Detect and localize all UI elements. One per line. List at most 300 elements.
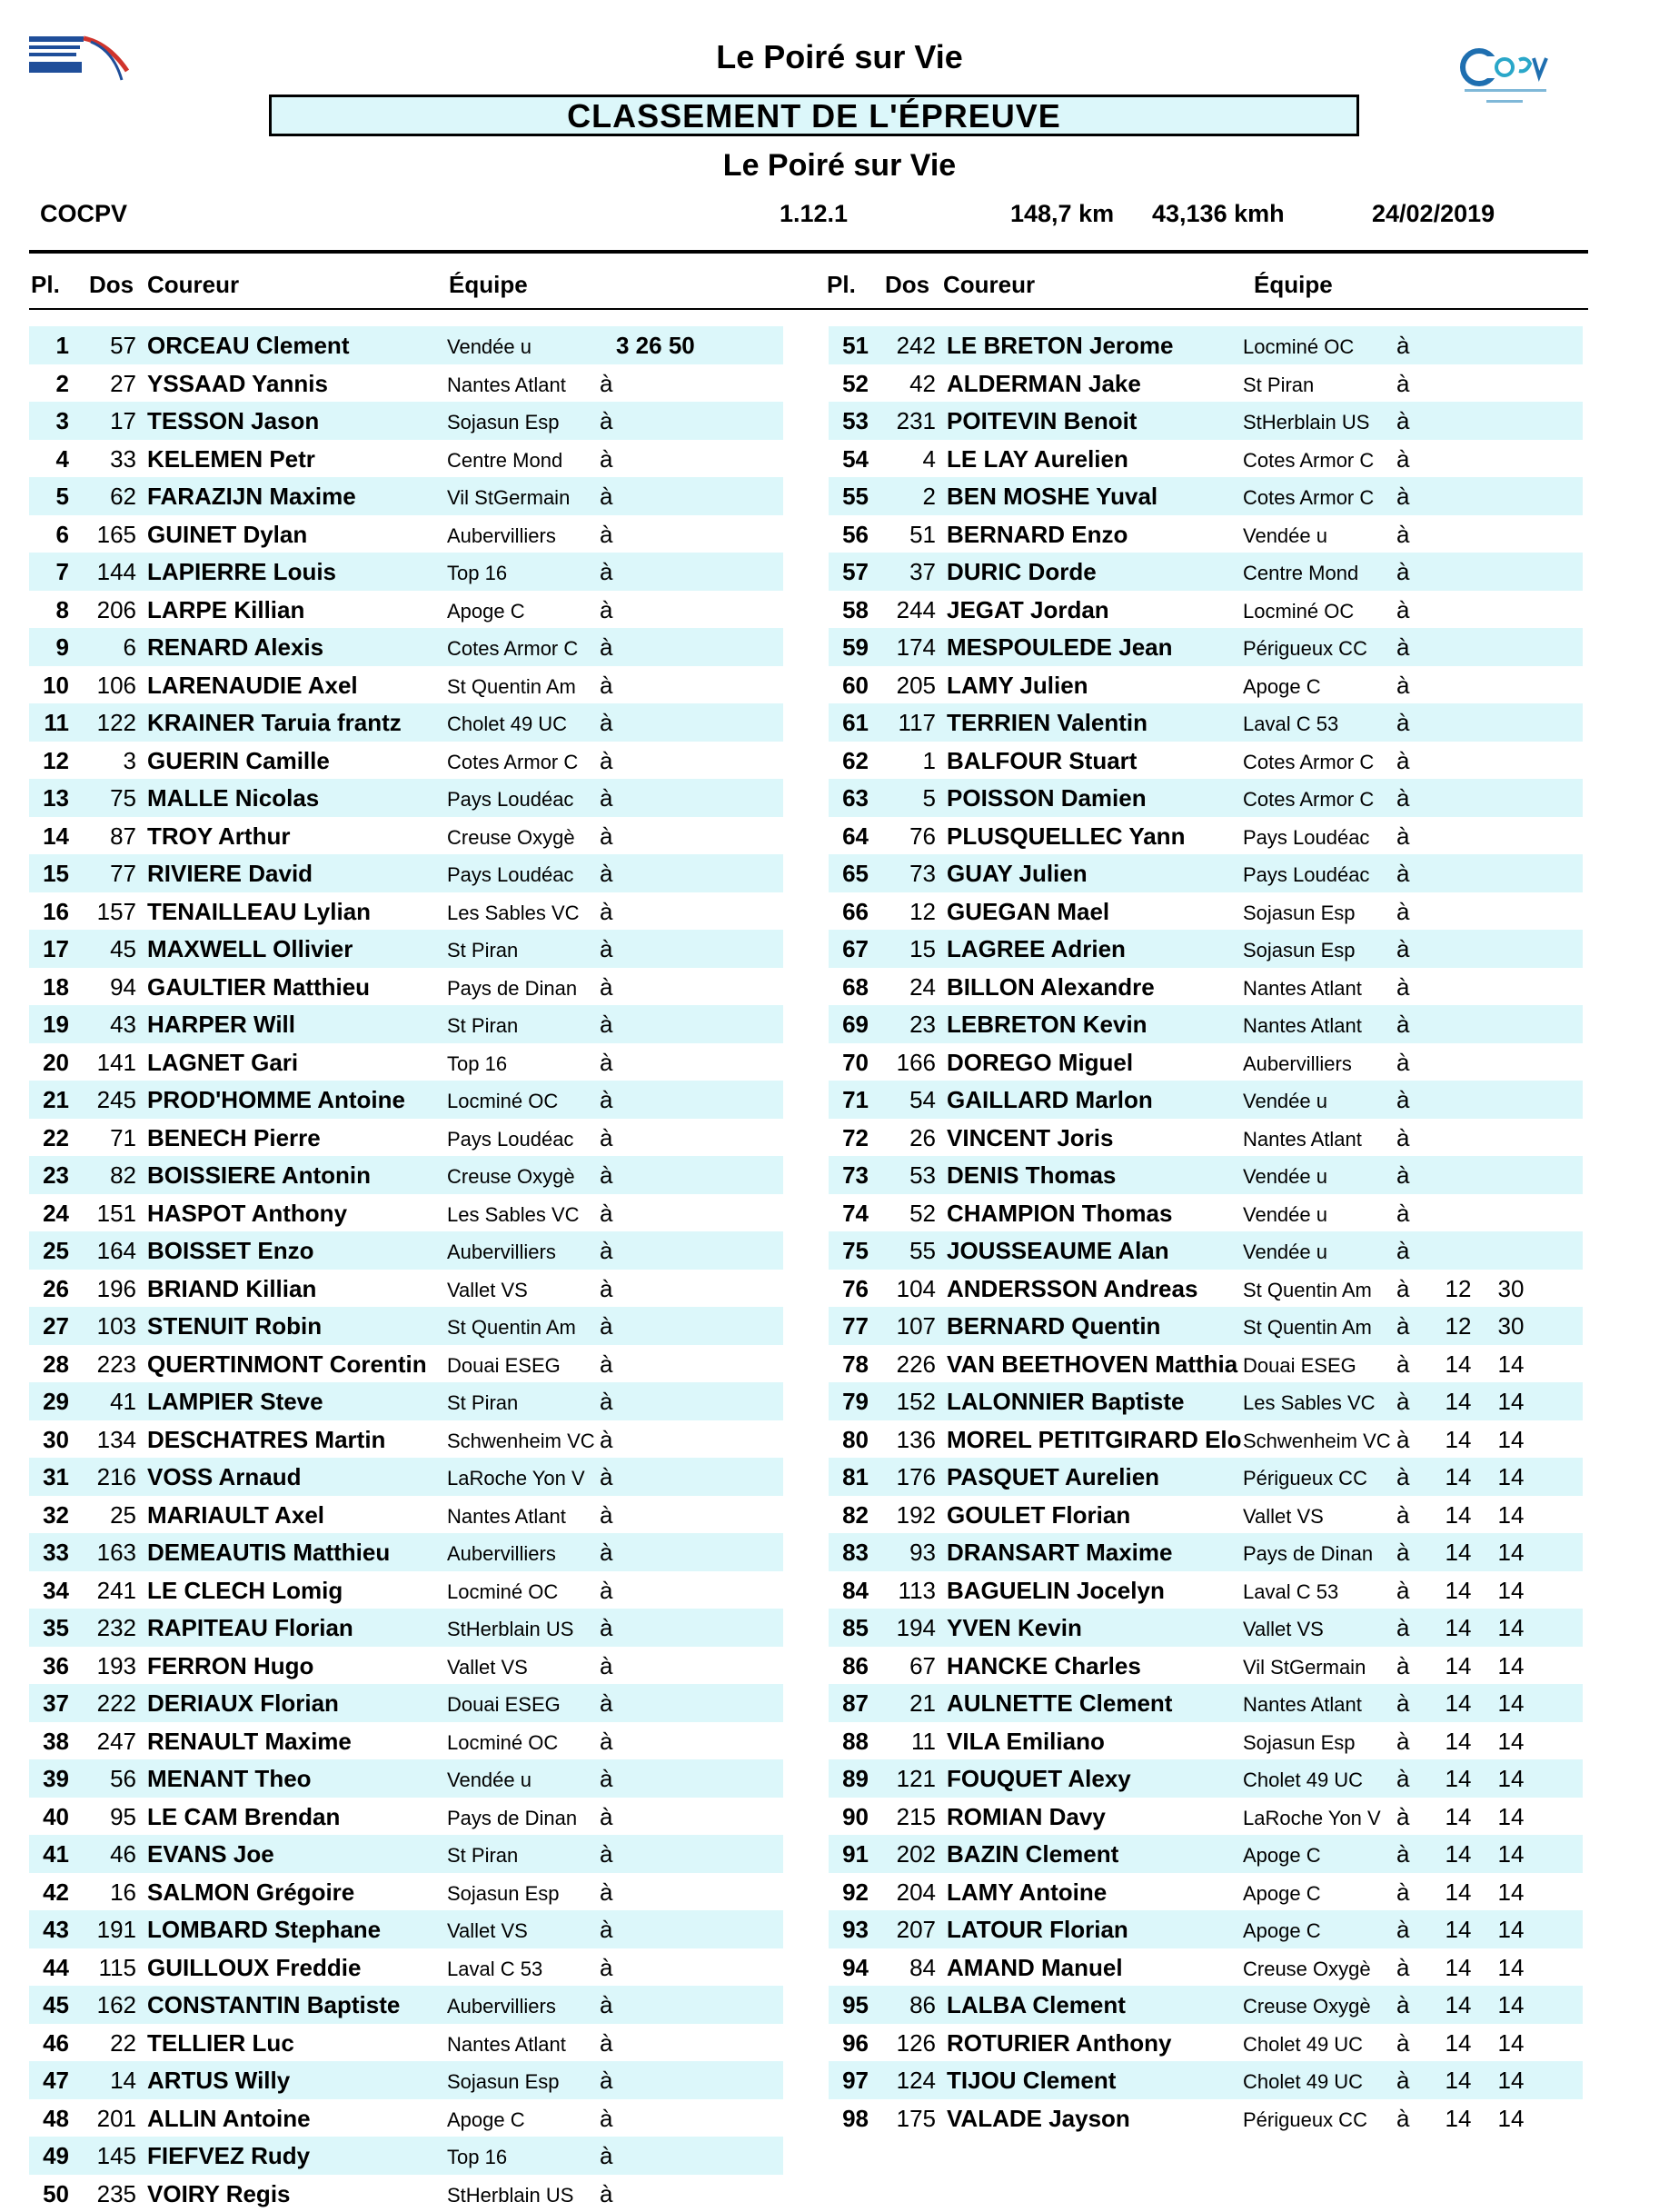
cell-gap-marker: à xyxy=(600,558,612,586)
cell-bib: 157 xyxy=(80,898,136,926)
cell-team: St Piran xyxy=(447,1391,518,1415)
table-row xyxy=(29,591,783,629)
cell-rider: LE CAM Brendan xyxy=(147,1803,340,1831)
cell-points-2: 14 xyxy=(1488,1878,1534,1907)
cell-bib: 141 xyxy=(80,1049,136,1077)
table-row xyxy=(29,1345,783,1383)
cell-gap-marker: à xyxy=(600,973,612,1001)
cell-bib: 62 xyxy=(80,483,136,511)
cell-rider: GOULET Florian xyxy=(947,1501,1130,1529)
cell-team: Locminé OC xyxy=(447,1731,558,1755)
table-row xyxy=(29,2061,783,2099)
cell-team: Apoge C xyxy=(1243,1882,1321,1906)
cell-rider: DRANSART Maxime xyxy=(947,1539,1173,1567)
cell-rider: FERRON Hugo xyxy=(147,1652,313,1680)
cell-place: 79 xyxy=(829,1388,869,1416)
cell-bib: 152 xyxy=(879,1388,936,1416)
cell-bib: 194 xyxy=(879,1614,936,1642)
cell-bib: 216 xyxy=(80,1463,136,1491)
cell-bib: 191 xyxy=(80,1916,136,1944)
cell-bib: 14 xyxy=(80,2067,136,2095)
cell-team: Sojasun Esp xyxy=(1243,902,1356,925)
cell-rider: HANCKE Charles xyxy=(947,1652,1141,1680)
table-row xyxy=(29,326,783,364)
cell-bib: 207 xyxy=(879,1916,936,1944)
table-row xyxy=(829,1156,1583,1194)
cell-rider: BEN MOSHE Yuval xyxy=(947,483,1157,511)
cell-team: Aubervilliers xyxy=(447,1995,556,2018)
cell-gap-marker: à xyxy=(1396,332,1409,360)
table-row xyxy=(29,968,783,1006)
race-distance: 148,7 km xyxy=(1010,200,1114,228)
cell-place: 78 xyxy=(829,1350,869,1379)
cell-bib: 41 xyxy=(80,1388,136,1416)
cell-team: St Quentin Am xyxy=(1243,1279,1372,1302)
cell-gap-marker: à xyxy=(600,1991,612,2019)
col-header-equipe-right: Équipe xyxy=(1254,271,1333,299)
cell-place: 16 xyxy=(29,898,69,926)
cell-gap-marker: à xyxy=(1396,1728,1409,1756)
table-row xyxy=(829,2061,1583,2099)
cell-place: 74 xyxy=(829,1200,869,1228)
cell-bib: 3 xyxy=(80,747,136,775)
cell-rider: TELLIER Luc xyxy=(147,2029,294,2058)
cell-team: Douai ESEG xyxy=(1243,1354,1356,1378)
cell-team: Pays de Dinan xyxy=(447,977,577,1001)
cell-gap-marker: à xyxy=(600,1803,612,1831)
cell-place: 17 xyxy=(29,935,69,963)
cell-rider: LATOUR Florian xyxy=(947,1916,1128,1944)
cell-gap-marker: à xyxy=(1396,1312,1409,1340)
cell-points-2: 14 xyxy=(1488,2067,1534,2095)
cell-place: 33 xyxy=(29,1539,69,1567)
cell-rider: STENUIT Robin xyxy=(147,1312,322,1340)
cell-bib: 134 xyxy=(80,1426,136,1454)
cell-team: Vallet VS xyxy=(1243,1618,1324,1641)
cell-bib: 73 xyxy=(879,860,936,888)
cell-points-2: 14 xyxy=(1488,1463,1534,1491)
cell-gap-marker: à xyxy=(600,596,612,624)
cell-gap-marker: à xyxy=(1396,2067,1409,2095)
cell-place: 90 xyxy=(829,1803,869,1831)
cell-rider: AULNETTE Clement xyxy=(947,1689,1172,1718)
cell-gap-marker: à xyxy=(600,370,612,398)
cell-gap-marker: à xyxy=(1396,822,1409,851)
cell-points-1: 14 xyxy=(1436,1577,1481,1605)
cell-gap-marker: à xyxy=(600,822,612,851)
cell-rider: PASQUET Aurelien xyxy=(947,1463,1159,1491)
cell-place: 1 xyxy=(29,332,69,360)
cell-rider: DURIC Dorde xyxy=(947,558,1097,586)
cell-bib: 106 xyxy=(80,672,136,700)
cell-points-2: 14 xyxy=(1488,1539,1534,1567)
cell-place: 88 xyxy=(829,1728,869,1756)
cell-place: 50 xyxy=(29,2180,69,2208)
cell-rider: BILLON Alexandre xyxy=(947,973,1155,1001)
cell-bib: 95 xyxy=(80,1803,136,1831)
cell-gap-marker: à xyxy=(1396,1652,1409,1680)
table-row xyxy=(29,703,783,742)
cell-rider: GUILLOUX Freddie xyxy=(147,1954,361,1982)
cell-team: Nantes Atlant xyxy=(1243,1014,1362,1038)
cell-gap-marker: à xyxy=(1396,1124,1409,1152)
col-header-coureur-right: Coureur xyxy=(943,271,1035,299)
cell-bib: 45 xyxy=(80,935,136,963)
cell-bib: 166 xyxy=(879,1049,936,1077)
table-row xyxy=(829,1910,1583,1948)
average-speed: 43,136 kmh xyxy=(1152,200,1285,228)
race-code: 1.12.1 xyxy=(780,200,848,228)
table-row xyxy=(829,1307,1583,1345)
cell-rider: KRAINER Taruia frantz xyxy=(147,709,402,737)
cell-team: Cholet 49 UC xyxy=(447,712,567,736)
cell-rider: LALBA Clement xyxy=(947,1991,1126,2019)
cell-points-2: 14 xyxy=(1488,1954,1534,1982)
cell-team: Centre Mond xyxy=(447,449,562,473)
cell-rider: LE BRETON Jerome xyxy=(947,332,1173,360)
table-row xyxy=(829,515,1583,553)
cell-place: 51 xyxy=(829,332,869,360)
cell-bib: 117 xyxy=(879,709,936,737)
cell-place: 30 xyxy=(29,1426,69,1454)
cell-bib: 27 xyxy=(80,370,136,398)
cell-team: Pays Loudéac xyxy=(447,863,573,887)
cell-gap-marker: à xyxy=(600,445,612,473)
cell-rider: LEBRETON Kevin xyxy=(947,1011,1147,1039)
cell-bib: 33 xyxy=(80,445,136,473)
cell-place: 77 xyxy=(829,1312,869,1340)
cell-place: 42 xyxy=(29,1878,69,1907)
cell-points-1: 14 xyxy=(1436,1652,1481,1680)
cell-place: 48 xyxy=(29,2105,69,2133)
cell-place: 26 xyxy=(29,1275,69,1303)
cell-points-2: 14 xyxy=(1488,1991,1534,2019)
cell-gap-marker: à xyxy=(1396,1991,1409,2019)
table-row xyxy=(829,628,1583,666)
cell-team: Aubervilliers xyxy=(447,524,556,548)
cell-gap-marker: à xyxy=(600,860,612,888)
cell-gap-marker: à xyxy=(1396,1840,1409,1868)
cell-place: 44 xyxy=(29,1954,69,1982)
cell-place: 65 xyxy=(829,860,869,888)
cell-place: 49 xyxy=(29,2142,69,2170)
cell-team: Top 16 xyxy=(447,1052,507,1076)
table-row xyxy=(829,477,1583,515)
table-row xyxy=(29,1798,783,1836)
organizer-club: COCPV xyxy=(40,200,127,228)
cell-place: 6 xyxy=(29,521,69,549)
cell-rider: DERIAUX Florian xyxy=(147,1689,339,1718)
cell-bib: 93 xyxy=(879,1539,936,1567)
cell-gap-marker: à xyxy=(1396,935,1409,963)
cell-gap-marker: à xyxy=(600,1728,612,1756)
table-row xyxy=(29,2024,783,2062)
cell-rider: KELEMEN Petr xyxy=(147,445,315,473)
cell-rider: ANDERSSON Andreas xyxy=(947,1275,1197,1303)
cell-bib: 193 xyxy=(80,1652,136,1680)
cell-place: 39 xyxy=(29,1765,69,1793)
cell-bib: 245 xyxy=(80,1086,136,1114)
cell-place: 43 xyxy=(29,1916,69,1944)
cell-gap-marker: à xyxy=(1396,1200,1409,1228)
cell-team: Schwenheim VC xyxy=(1243,1430,1391,1453)
cell-place: 22 xyxy=(29,1124,69,1152)
cell-gap-marker: à xyxy=(1396,1803,1409,1831)
cell-rider: BERNARD Enzo xyxy=(947,521,1128,549)
cell-gap-marker: à xyxy=(1396,1426,1409,1454)
cell-team: Sojasun Esp xyxy=(447,2070,560,2094)
cell-gap-marker: à xyxy=(600,1011,612,1039)
cell-bib: 136 xyxy=(879,1426,936,1454)
cell-gap-marker: à xyxy=(600,1614,612,1642)
cell-rider: ALLIN Antoine xyxy=(147,2105,311,2133)
cell-team: Vendée u xyxy=(1243,1241,1327,1264)
cell-gap-marker: à xyxy=(600,521,612,549)
table-row xyxy=(29,477,783,515)
cell-bib: 104 xyxy=(879,1275,936,1303)
cell-rider: GUERIN Camille xyxy=(147,747,330,775)
cell-gap-marker: à xyxy=(600,1388,612,1416)
table-row xyxy=(829,1005,1583,1043)
cell-bib: 175 xyxy=(879,2105,936,2133)
table-row xyxy=(29,1948,783,1987)
cell-points-2: 14 xyxy=(1488,1916,1534,1944)
table-row xyxy=(829,892,1583,931)
cell-rider: DENIS Thomas xyxy=(947,1161,1116,1190)
cell-rider: BAGUELIN Jocelyn xyxy=(947,1577,1165,1605)
cell-team: Périgueux CC xyxy=(1243,1467,1367,1490)
cell-rider: HASPOT Anthony xyxy=(147,1200,347,1228)
cell-rider: LOMBARD Stephane xyxy=(147,1916,381,1944)
cell-bib: 145 xyxy=(80,2142,136,2170)
table-row xyxy=(829,1194,1583,1232)
col-header-equipe-left: Équipe xyxy=(449,271,528,299)
table-row xyxy=(29,2099,783,2137)
cell-team: Nantes Atlant xyxy=(447,2033,566,2057)
cell-gap-marker: à xyxy=(1396,1237,1409,1265)
cell-rider: CONSTANTIN Baptiste xyxy=(147,1991,400,2019)
cell-rider: FARAZIJN Maxime xyxy=(147,483,356,511)
cell-rider: RENARD Alexis xyxy=(147,633,323,662)
cell-place: 34 xyxy=(29,1577,69,1605)
table-row xyxy=(829,2099,1583,2137)
cell-points-1: 14 xyxy=(1436,1765,1481,1793)
results-table-right xyxy=(829,326,1583,2137)
cell-bib: 57 xyxy=(80,332,136,360)
cell-gap-marker: à xyxy=(1396,596,1409,624)
cell-points-1: 14 xyxy=(1436,1991,1481,2019)
cell-points-1: 12 xyxy=(1436,1275,1481,1303)
cell-place: 80 xyxy=(829,1426,869,1454)
cell-rider: RIVIERE David xyxy=(147,860,313,888)
table-row xyxy=(829,1684,1583,1722)
cell-place: 69 xyxy=(829,1011,869,1039)
cell-gap-marker: à xyxy=(1396,1689,1409,1718)
cell-place: 41 xyxy=(29,1840,69,1868)
cell-bib: 241 xyxy=(80,1577,136,1605)
cell-place: 66 xyxy=(829,898,869,926)
cell-rider: VAN BEETHOVEN Matthia xyxy=(947,1350,1237,1379)
cell-gap-marker: à xyxy=(1396,1878,1409,1907)
table-row xyxy=(829,968,1583,1006)
table-row xyxy=(829,1571,1583,1609)
cell-gap-marker: à xyxy=(600,633,612,662)
cell-rider: LALONNIER Baptiste xyxy=(947,1388,1184,1416)
cell-bib: 204 xyxy=(879,1878,936,1907)
cell-points-2: 14 xyxy=(1488,1614,1534,1642)
cell-bib: 231 xyxy=(879,407,936,435)
table-row xyxy=(29,1005,783,1043)
cell-team: Locminé OC xyxy=(447,1580,558,1604)
cell-points-2: 14 xyxy=(1488,1652,1534,1680)
cell-place: 18 xyxy=(29,973,69,1001)
cell-bib: 215 xyxy=(879,1803,936,1831)
cell-team: Creuse Oxygè xyxy=(1243,1995,1371,2018)
cell-bib: 124 xyxy=(879,2067,936,2095)
table-row xyxy=(29,1081,783,1119)
cell-gap-marker: à xyxy=(600,709,612,737)
cell-gap-marker: à xyxy=(600,407,612,435)
cell-team: Les Sables VC xyxy=(447,1203,580,1227)
cell-team: Cotes Armor C xyxy=(447,637,578,661)
cell-place: 85 xyxy=(829,1614,869,1642)
table-row xyxy=(829,1119,1583,1157)
col-header-dos-right: Dos xyxy=(885,271,929,299)
cell-place: 97 xyxy=(829,2067,869,2095)
cell-rider: MESPOULEDE Jean xyxy=(947,633,1173,662)
cell-place: 82 xyxy=(829,1501,869,1529)
cell-team: Schwenheim VC xyxy=(447,1430,595,1453)
table-row xyxy=(29,1156,783,1194)
table-row xyxy=(29,1722,783,1760)
cell-rider: LE LAY Aurelien xyxy=(947,445,1128,473)
cell-bib: 55 xyxy=(879,1237,936,1265)
cell-place: 76 xyxy=(829,1275,869,1303)
cell-gap-marker: à xyxy=(600,1539,612,1567)
cell-gap-marker: à xyxy=(600,1350,612,1379)
table-row xyxy=(29,515,783,553)
cell-gap-marker: à xyxy=(1396,1577,1409,1605)
cell-gap-marker: à xyxy=(600,1501,612,1529)
cell-bib: 201 xyxy=(80,2105,136,2133)
cell-team: Nantes Atlant xyxy=(1243,977,1362,1001)
cell-bib: 222 xyxy=(80,1689,136,1718)
cell-rider: PLUSQUELLEC Yann xyxy=(947,822,1185,851)
cell-rider: GAULTIER Matthieu xyxy=(147,973,370,1001)
cell-points-1: 14 xyxy=(1436,1689,1481,1718)
cell-rider: GUINET Dylan xyxy=(147,521,307,549)
cell-team: Vendée u xyxy=(1243,1090,1327,1113)
cell-bib: 103 xyxy=(80,1312,136,1340)
cell-team: St Piran xyxy=(447,1844,518,1868)
cell-bib: 6 xyxy=(80,633,136,662)
cell-rider: LARPE Killian xyxy=(147,596,304,624)
cell-rider: JOUSSEAUME Alan xyxy=(947,1237,1169,1265)
cell-rider: QUERTINMONT Corentin xyxy=(147,1350,427,1379)
cell-rider: VALADE Jayson xyxy=(947,2105,1130,2133)
table-row xyxy=(829,1798,1583,1836)
cell-points-1: 14 xyxy=(1436,1388,1481,1416)
cell-team: Locminé OC xyxy=(1243,600,1354,623)
cell-place: 7 xyxy=(29,558,69,586)
table-row xyxy=(829,1270,1583,1308)
cell-team: Sojasun Esp xyxy=(1243,1731,1356,1755)
cell-points: 3 26 50 xyxy=(616,332,695,360)
cell-team: St Quentin Am xyxy=(447,1316,576,1340)
table-row xyxy=(829,1986,1583,2024)
cell-rider: GUEGAN Mael xyxy=(947,898,1109,926)
cell-place: 98 xyxy=(829,2105,869,2133)
cell-bib: 113 xyxy=(879,1577,936,1605)
cell-rider: LE CLECH Lomig xyxy=(147,1577,343,1605)
col-header-pl-right: Pl. xyxy=(827,271,856,299)
cell-team: Nantes Atlant xyxy=(1243,1693,1362,1717)
cell-team: Laval C 53 xyxy=(447,1958,542,1981)
cell-points-2: 14 xyxy=(1488,1689,1534,1718)
cell-rider: RENAULT Maxime xyxy=(147,1728,352,1756)
table-row xyxy=(829,1948,1583,1987)
cell-team: Sojasun Esp xyxy=(447,1882,560,1906)
cell-place: 23 xyxy=(29,1161,69,1190)
cell-gap-marker: à xyxy=(1396,1463,1409,1491)
cell-team: Périgueux CC xyxy=(1243,637,1367,661)
cell-gap-marker: à xyxy=(1396,860,1409,888)
cell-team: Vil StGermain xyxy=(1243,1656,1366,1679)
cell-rider: MAXWELL Ollivier xyxy=(147,935,353,963)
table-row xyxy=(829,2024,1583,2062)
cell-gap-marker: à xyxy=(1396,370,1409,398)
cell-gap-marker: à xyxy=(600,898,612,926)
cell-team: St Piran xyxy=(447,1014,518,1038)
table-row xyxy=(829,666,1583,704)
cell-gap-marker: à xyxy=(1396,483,1409,511)
cell-place: 47 xyxy=(29,2067,69,2095)
cell-team: St Quentin Am xyxy=(1243,1316,1372,1340)
cell-rider: GAILLARD Marlon xyxy=(947,1086,1153,1114)
cell-points-2: 14 xyxy=(1488,1501,1534,1529)
cell-bib: 115 xyxy=(80,1954,136,1982)
cell-gap-marker: à xyxy=(600,2029,612,2058)
cell-place: 70 xyxy=(829,1049,869,1077)
cell-points-2: 14 xyxy=(1488,1577,1534,1605)
table-row xyxy=(829,1420,1583,1459)
cell-place: 36 xyxy=(29,1652,69,1680)
cell-place: 24 xyxy=(29,1200,69,1228)
cell-bib: 24 xyxy=(879,973,936,1001)
cell-team: St Piran xyxy=(447,939,518,962)
cell-rider: ROTURIER Anthony xyxy=(947,2029,1171,2058)
cell-team: Vendée u xyxy=(447,335,532,359)
cell-bib: 151 xyxy=(80,1200,136,1228)
cell-place: 38 xyxy=(29,1728,69,1756)
cell-bib: 122 xyxy=(80,709,136,737)
table-row xyxy=(29,1986,783,2024)
cell-place: 64 xyxy=(829,822,869,851)
cell-team: Vendée u xyxy=(1243,524,1327,548)
cell-team: Apoge C xyxy=(1243,1919,1321,1943)
cell-team: Les Sables VC xyxy=(447,902,580,925)
table-row xyxy=(29,1910,783,1948)
cell-place: 29 xyxy=(29,1388,69,1416)
cell-rider: TROY Arthur xyxy=(147,822,290,851)
cell-bib: 164 xyxy=(80,1237,136,1265)
col-header-pl-left: Pl. xyxy=(31,271,60,299)
cell-bib: 23 xyxy=(879,1011,936,1039)
cell-bib: 232 xyxy=(80,1614,136,1642)
table-row xyxy=(29,742,783,780)
table-row xyxy=(29,779,783,817)
table-row xyxy=(29,892,783,931)
